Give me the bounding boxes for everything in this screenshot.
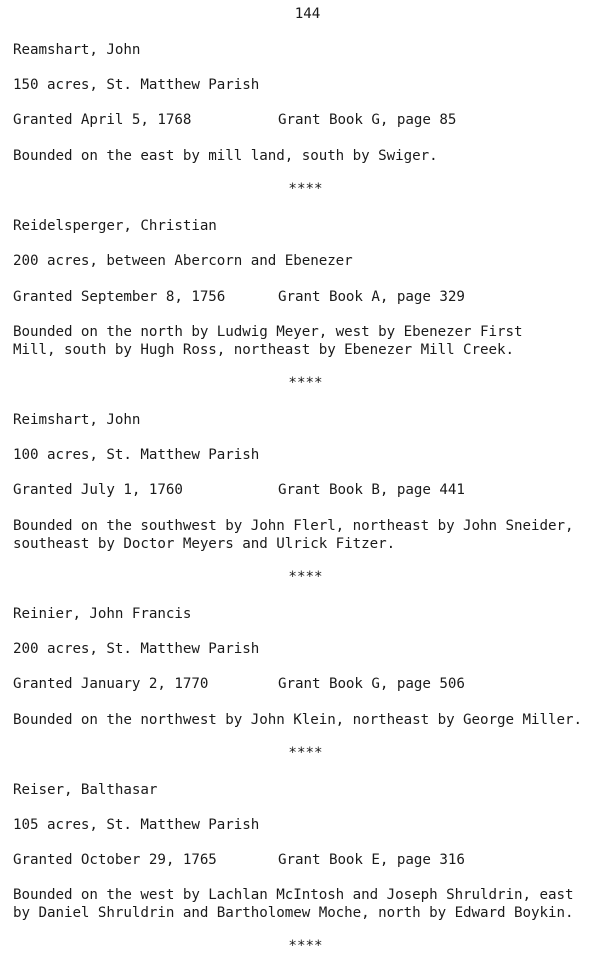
- entry-acres: 105 acres, St. Matthew Parish: [13, 817, 260, 833]
- entry-name: Reinier, John Francis: [13, 606, 192, 622]
- entry-name: Reamshart, John: [13, 42, 141, 58]
- entry-separator: ****: [288, 569, 323, 585]
- entry-acres: 150 acres, St. Matthew Parish: [13, 77, 260, 93]
- entry-boundary: Mill, south by Hugh Ross, northeast by Ebenezer Mill Creek.: [13, 342, 515, 358]
- entry-granted-date: Granted September 8, 1756: [13, 289, 226, 305]
- entry-separator: ****: [288, 375, 323, 391]
- entry-name: Reiser, Balthasar: [13, 782, 158, 798]
- page-number: 144: [294, 6, 321, 22]
- entry-name: Reidelsperger, Christian: [13, 218, 217, 234]
- entry-acres: 200 acres, between Abercorn and Ebenezer: [13, 253, 353, 269]
- entry-boundary: Bounded on the northwest by John Klein, northeast by George Miller.: [13, 712, 582, 728]
- entry-acres: 100 acres, St. Matthew Parish: [13, 447, 260, 463]
- entry-granted-date: Granted April 5, 1768: [13, 112, 192, 128]
- entry-boundary: Bounded on the west by Lachlan McIntosh and Joseph Shruldrin, east: [13, 887, 574, 903]
- entry-boundary: Bounded on the southwest by John Flerl, northeast by John Sneider,: [13, 518, 574, 534]
- entry-acres: 200 acres, St. Matthew Parish: [13, 641, 260, 657]
- entry-name: Reimshart, John: [13, 412, 141, 428]
- entry-grant-book: Grant Book G, page 85: [278, 112, 457, 128]
- entry-grant-book: Grant Book E, page 316: [278, 852, 465, 868]
- entry-separator: ****: [288, 745, 323, 761]
- entry-boundary: Bounded on the east by mill land, south by Swiger.: [13, 148, 438, 164]
- entry-boundary: Bounded on the north by Ludwig Meyer, west by Ebenezer First: [13, 324, 523, 340]
- entry-grant-book: Grant Book A, page 329: [278, 289, 465, 305]
- entry-separator: ****: [288, 181, 323, 197]
- entry-boundary: by Daniel Shruldrin and Bartholomew Moche, north by Edward Boykin.: [13, 905, 574, 921]
- entry-grant-book: Grant Book B, page 441: [278, 482, 465, 498]
- entry-granted-date: Granted October 29, 1765: [13, 852, 217, 868]
- entry-grant-book: Grant Book G, page 506: [278, 676, 465, 692]
- entry-granted-date: Granted July 1, 1760: [13, 482, 183, 498]
- entry-granted-date: Granted January 2, 1770: [13, 676, 209, 692]
- entry-boundary: southeast by Doctor Meyers and Ulrick Fitzer.: [13, 536, 396, 552]
- entry-separator: ****: [288, 938, 323, 954]
